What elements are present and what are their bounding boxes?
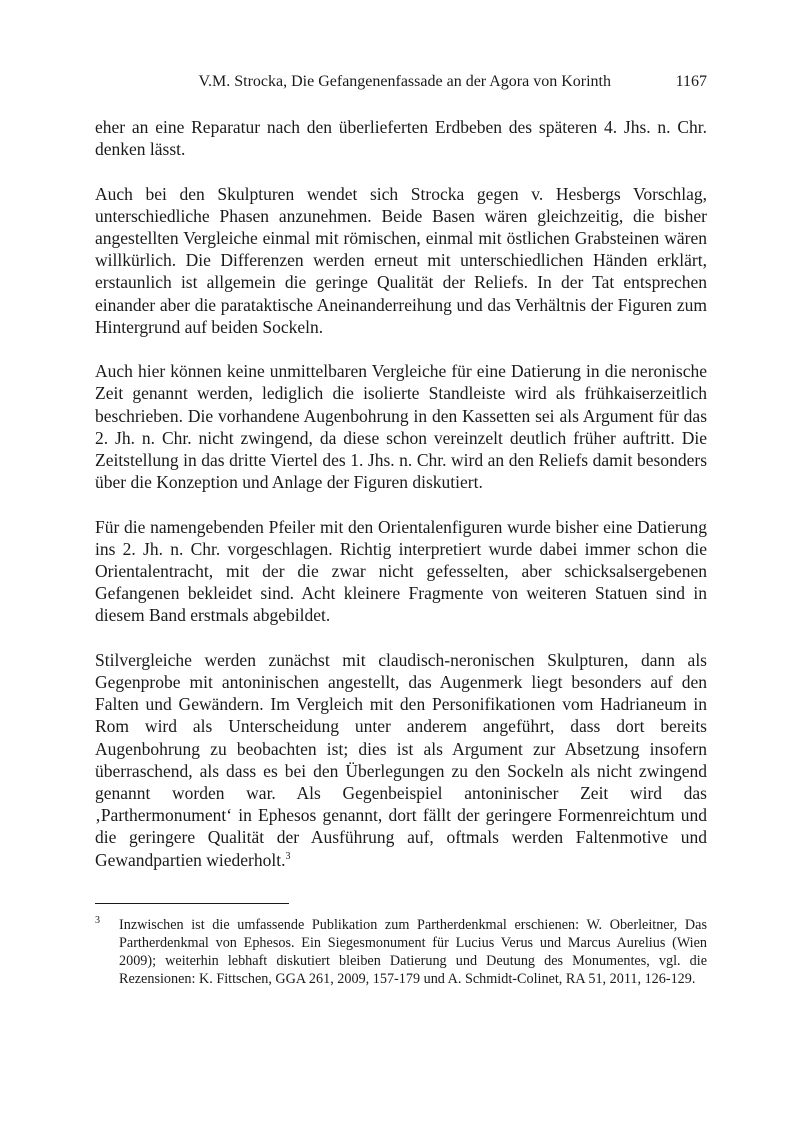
paragraph-4: Für die namengebenden Pfeiler mit den Orientalenfiguren wurde bisher eine Datierung ins 2. Jh. n. Chr. vorgeschlagen. Richtig interpretiert wurde dabei immer schon die Orientalentracht, mit der die zwar nicht gefesselten, aber schicksalsergebenen Gefangenen bekleidet sind. Acht kleinere Fragmente von weiteren Statuen sind in diesem Band erstmals abgebildet. xyxy=(95,516,707,626)
paragraph-1: eher an eine Reparatur nach den überlieferten Erdbeben des späteren 4. Jhs. n. Chr. denken lässt. xyxy=(95,117,707,160)
running-header xyxy=(95,70,707,94)
body-text xyxy=(95,116,707,871)
footnote xyxy=(95,916,707,989)
paragraph-2: Auch bei den Skulpturen wendet sich Strocka gegen v. Hesbergs Vorschlag, unterschiedliche Phasen anzunehmen. Beide Basen wären gleichzeitig, die bisher angestellten Vergleiche einmal mit römischen, einmal mit östlichen Grabsteinen wären willkürlich. Die Differenzen werden erneut mit unterschiedlichen Händen erklärt, erstaunlich ist allgemein die geringe Qualität der Reliefs. In der Tat entsprechen einander aber die parataktische Aneinanderreihung und das Verhältnis der Figuren zum Hintergrund auf beiden Sockeln. xyxy=(95,183,707,337)
paragraph-5 xyxy=(95,649,707,871)
footnote-number: 3 xyxy=(95,914,100,926)
footnote-text: Inzwischen ist die umfassende Publikation zum Partherdenkmal erschienen: W. Oberleitner, Das Partherdenkmal von Ephesos. Ein Siegesmonument für Lucius Verus und Marcus Aurelius (Wien 2009); weiterhin lebhaft diskutiert bleiben Datierung und Deutung des Monumentes, vgl. die Rezensionen: K. Fittschen, GGA 261, 2009, 157-179 und A. Schmidt-Colinet, RA 51, 2011, 126-129. xyxy=(119,916,707,988)
page xyxy=(95,70,707,989)
paragraph-3: Auch hier können keine unmittelbaren Vergleiche für eine Datierung in die neronische Zeit genannt werden, lediglich die isolierte Standleiste wird als frühkaiserzeitlich beschrieben. Die vorhandene Augenbohrung in den Kassetten sei als Argument für das 2. Jh. n. Chr. nicht zwingend, da diese schon vereinzelt deutlich früher auftritt. Die Zeitstellung in das dritte Viertel des 1. Jhs. n. Chr. wird an den Reliefs damit besonders über die Konzeption und Anlage der Figuren diskutiert. xyxy=(95,361,707,493)
running-title: V.M. Strocka, Die Gefangenenfassade an der Agora von Korinth xyxy=(198,73,611,90)
footnote-reference[interactable]: 3 xyxy=(285,850,291,862)
page-number: 1167 xyxy=(675,73,707,90)
paragraph-5-text: Stilvergleiche werden zunächst mit claudisch-neronischen Skulpturen, dann als Gegenprobe mit antoninischen angestellt, das Augenmerk liegt besonders auf den Falten und Gewändern. Im Vergleich mit den Personifikationen vom Hadrianeum in Rom wird als Unterscheidung unter anderem angeführt, dass dort bereits Augenbohrung zu beobachten ist; dies ist als Argument zur Absetzung insofern überraschend, als dass es bei den Überlegungen zu den Sockeln als nicht zwingend genannt worden war. Als Gegenbeispiel antoninischer Zeit wird das ‚Parthermonument‘ in Ephesos genannt, dort fällt der geringere Formenreichtum und die geringere Qualität der Ausführung auf, oftmals werden Faltenmotive und Gewandpartien wiederholt. xyxy=(95,649,707,870)
footnote-separator xyxy=(95,903,289,904)
